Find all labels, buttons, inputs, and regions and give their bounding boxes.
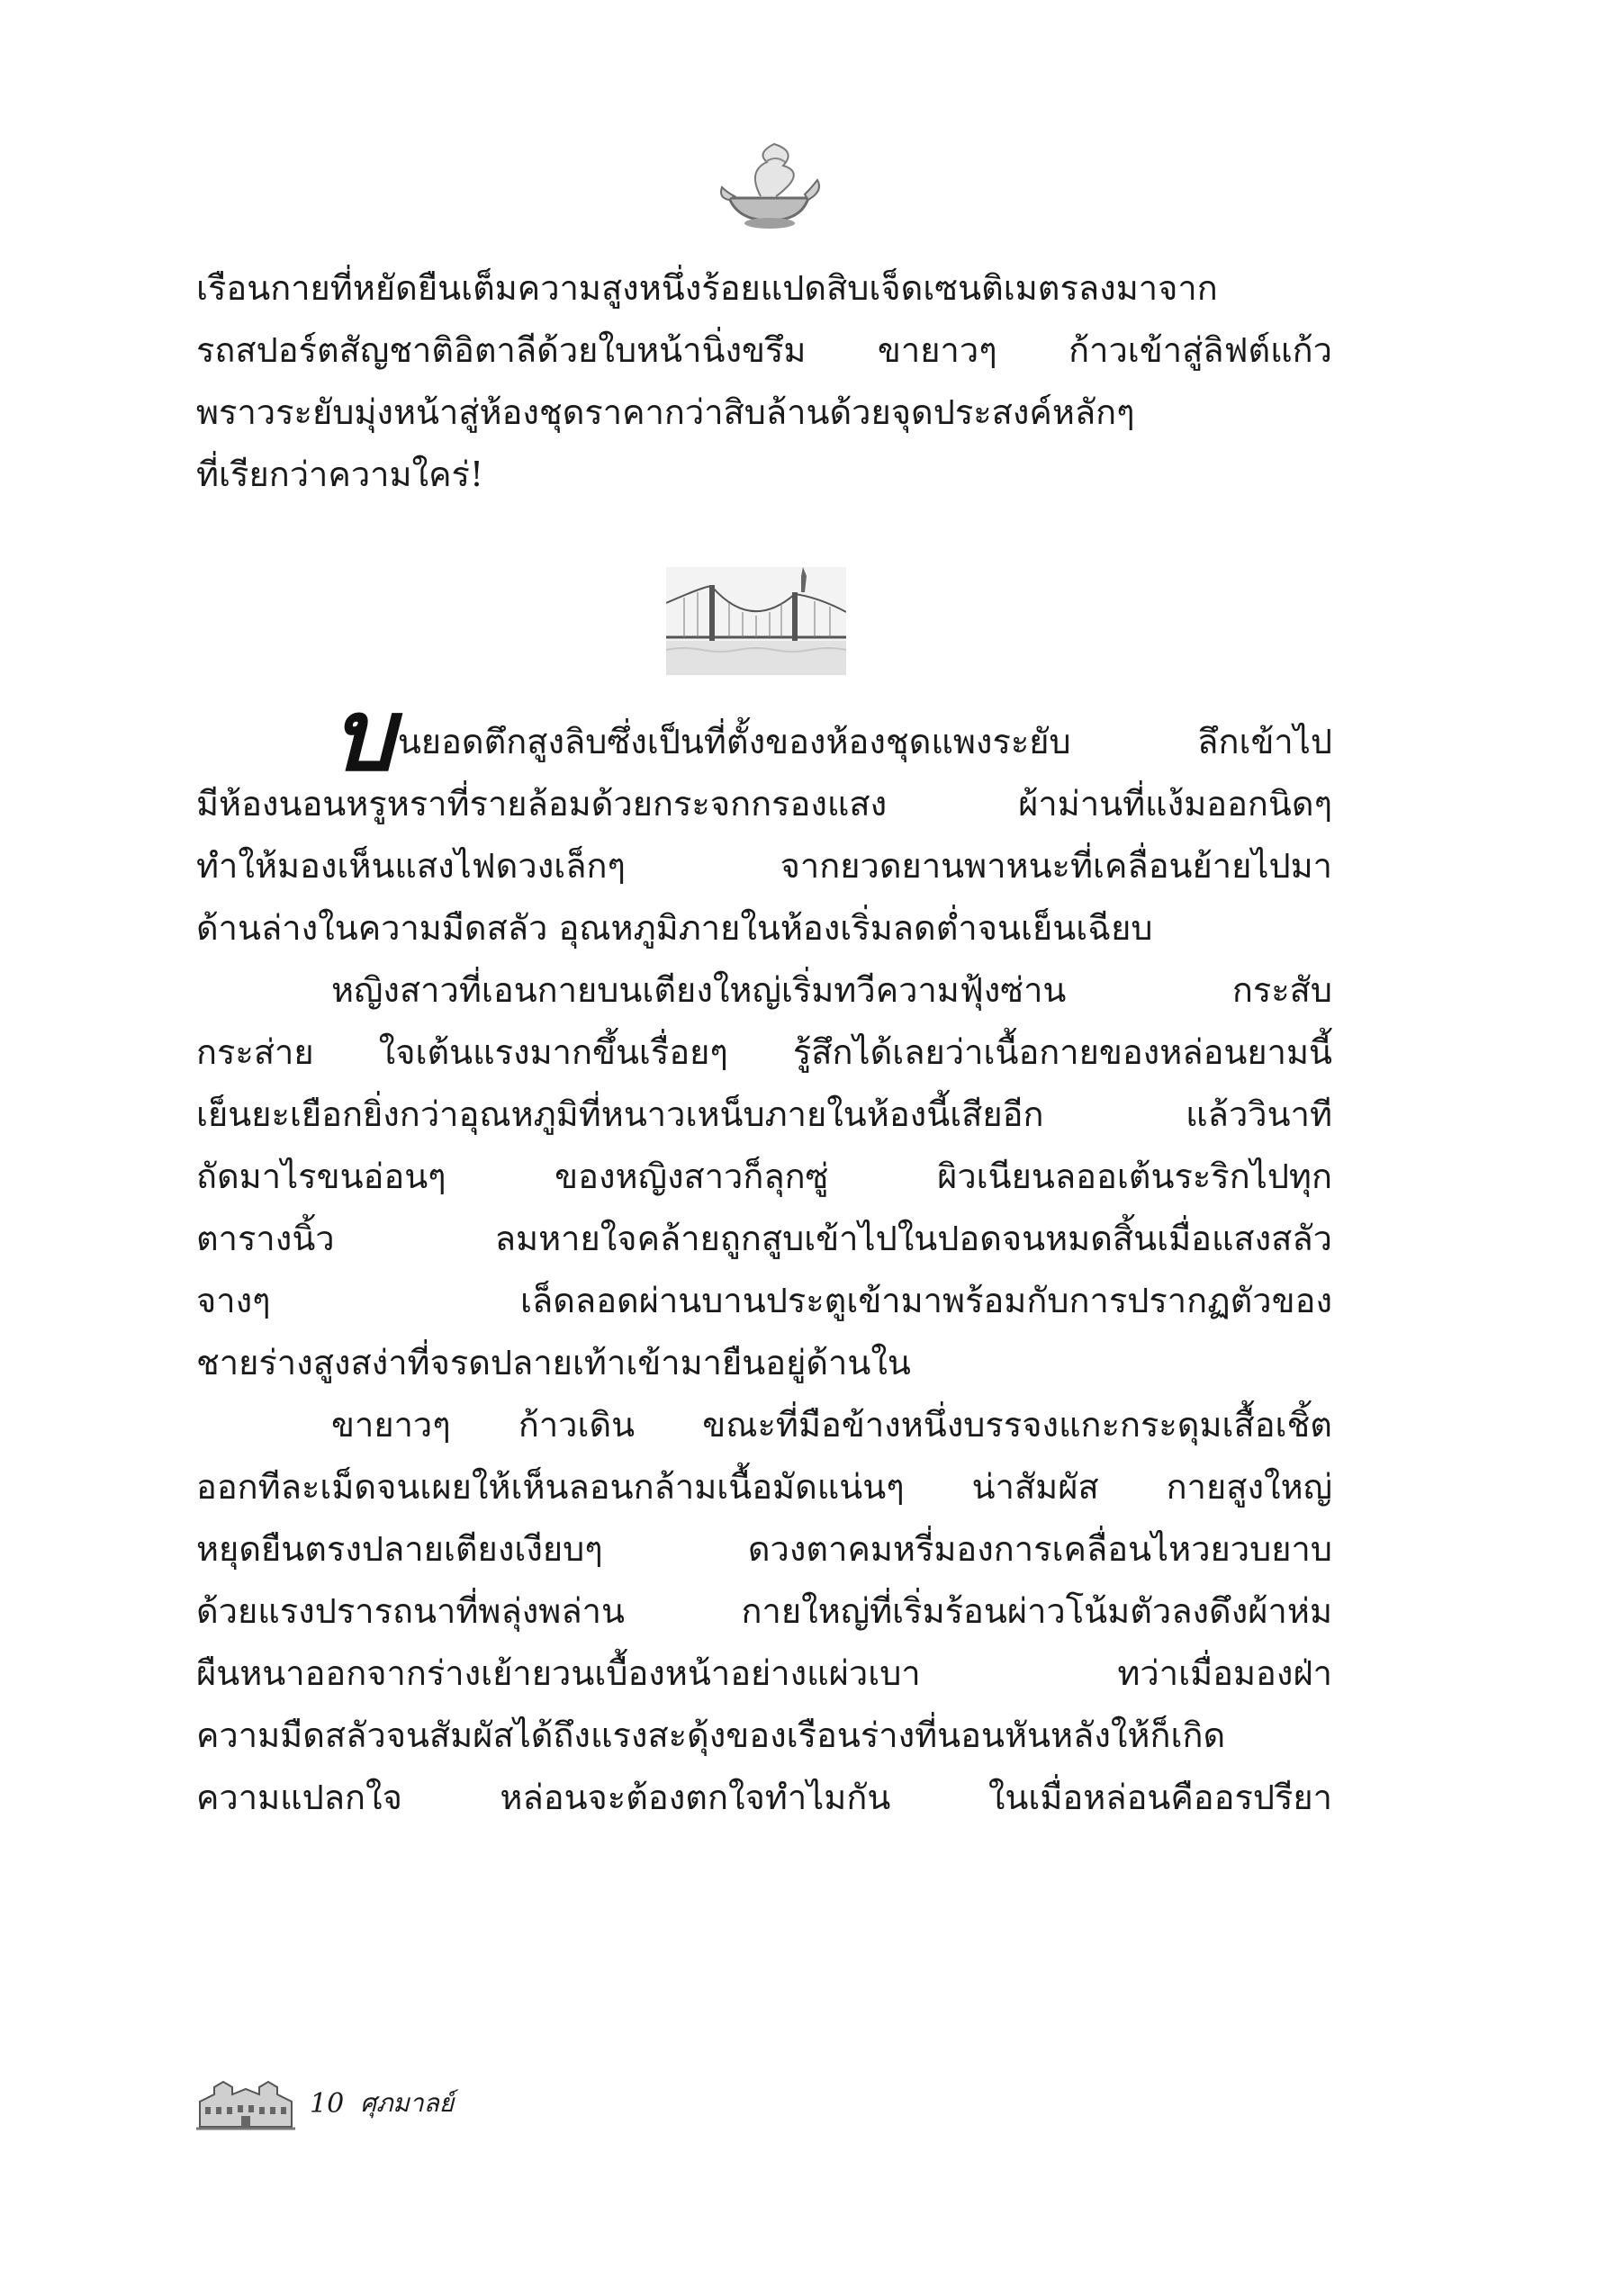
text-line: ถัดมาไรขนอ่อนๆ ของหญิงสาวก็ลุกซู่ ผิวเนียนลออเต้นระริกไปทุก — [196, 1157, 1332, 1196]
intro-paragraph — [196, 257, 1332, 506]
chapter-first-line — [196, 678, 1332, 793]
text-line: นยอดตึกสูงลิบซึ่งเป็นที่ตั้งของห้องชุดแพงระยับ ลึกเข้าไป — [397, 722, 1332, 761]
magic-lamp-icon — [711, 135, 828, 234]
text-line: ชายร่างสูงสง่าที่จรดปลายเท้าเข้ามายืนอยู่ด้านใน — [196, 1343, 911, 1382]
text-line: มีห้องนอนหรูหราที่รายล้อมด้วยกระจกกรองแสง ผ้าม่านที่แง้มออกนิดๆ — [196, 784, 1332, 824]
text-line: ผืนหนาออกจากร่างเย้ายวนเบื้องหน้าอย่างแผ่วเบา ทว่าเมื่อมองฝ่า — [196, 1653, 1332, 1693]
text-line: พราวระยับมุ่งหน้าสู่ห้องชุดราคากว่าสิบล้านด้วยจุดประสงค์หลักๆ — [196, 392, 1135, 432]
drop-cap: บ — [331, 678, 394, 793]
author-name: ศุภมาลย์ — [360, 2088, 455, 2118]
text-line: ความแปลกใจ หล่อนจะต้องตกใจทำไมกัน ในเมื่อหล่อนคืออรปรียา — [196, 1778, 1332, 1817]
text-line: กระส่าย ใจเต้นแรงมากขึ้นเรื่อยๆ รู้สึกได้เลยว่าเนื้อกายของหล่อนยามนี้ — [196, 1032, 1332, 1072]
text-line: หยุดยืนตรงปลายเตียงเงียบๆ ดวงตาคมหรี่มองการเคลื่อนไหวยวบยาบ — [196, 1529, 1332, 1569]
text-line: ที่เรียกว่าความใคร่! — [196, 455, 484, 494]
building-icon — [196, 2075, 295, 2132]
text-line: หญิงสาวที่เอนกายบนเตียงใหญ่เริ่มทวีความฟุ้งซ่าน กระสับ — [331, 970, 1332, 1010]
text-line: ด้านล่างในความมืดสลัว อุณหภูมิภายในห้องเริ่มลดต่ำจนเย็นเฉียบ — [196, 908, 1153, 948]
text-line: ทำให้มองเห็นแสงไฟดวงเล็กๆ จากยวดยานพาหนะที่เคลื่อนย้ายไปมา — [196, 846, 1332, 886]
text-line: ตารางนิ้ว ลมหายใจคล้ายถูกสูบเข้าไปในปอดจนหมดสิ้นเมื่อแสงสลัว — [196, 1219, 1332, 1258]
page-number: 10 — [310, 2087, 345, 2120]
text-line: รถสปอร์ตสัญชาติอิตาลีด้วยใบหน้านิ่งขรึม ขายาวๆ ก้าวเข้าสู่ลิฟต์แก้ว — [196, 330, 1332, 370]
text-line: ขายาวๆ ก้าวเดิน ขณะที่มือข้างหนึ่งบรรจงแกะกระดุมเสื้อเชิ้ต — [331, 1405, 1332, 1445]
chapter-body — [196, 678, 1332, 1829]
text-line: ความมืดสลัวจนสัมผัสได้ถึงแรงสะดุ้งของเรือนร่างที่นอนหันหลังให้ก็เกิด — [196, 1715, 1226, 1755]
page-footer — [196, 2075, 454, 2132]
text-line: ด้วยแรงปรารถนาที่พลุ่งพล่าน กายใหญ่ที่เริ่มร้อนผ่าวโน้มตัวลงดึงผ้าห่ม — [196, 1591, 1332, 1631]
text-line: ออกทีละเม็ดจนเผยให้เห็นลอนกล้ามเนื้อมัดแน่นๆ น่าสัมผัส กายสูงใหญ่ — [196, 1467, 1332, 1507]
golden-gate-bridge-icon — [666, 567, 846, 675]
text-line: จางๆ เล็ดลอดผ่านบานประตูเข้ามาพร้อมกับการปรากฏตัวของ — [196, 1281, 1332, 1320]
text-line: เรือนกายที่หยัดยืนเต็มความสูงหนึ่งร้อยแปดสิบเจ็ดเซนติเมตรลงมาจาก — [196, 268, 1218, 308]
text-line: เย็นยะเยือกยิ่งกว่าอุณหภูมิที่หนาวเหน็บภายในห้องนี้เสียอีก แล้ววินาที — [196, 1094, 1332, 1134]
